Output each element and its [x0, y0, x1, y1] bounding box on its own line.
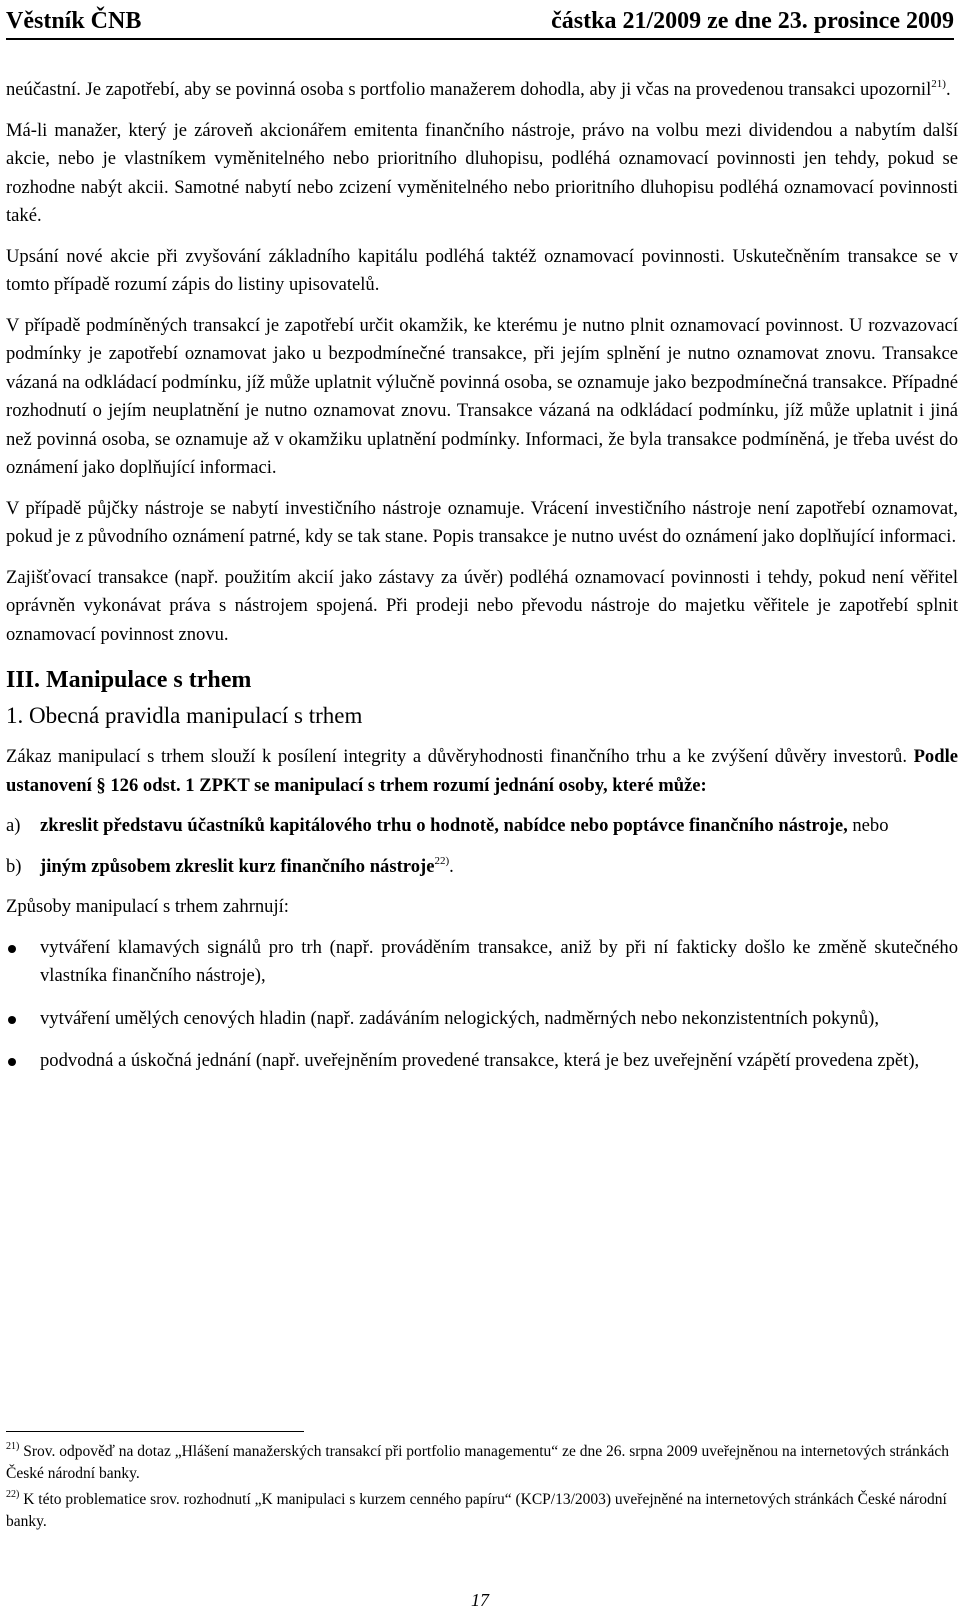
- main-content: [6, 76, 958, 1090]
- bullet-list: [6, 934, 958, 1076]
- paragraph: V případě půjčky nástroje se nabytí investičního nástroje oznamuje. Vrácení investičního nástroje není zapotřebí oznamovat, pokud je z původního oznámení patrné, kdy se tak stane. Popis transakce je nutno uvést do oznámení jako doplňující informaci.: [6, 497, 958, 547]
- paragraph: Má-li manažer, který je zároveň akcionářem emitenta finančního nástroje, právo na volbu mezi dividendou a nabytím další akcie, nebo je vlastníkem vyměnitelného nebo prioritního dluhopisu, podléhá oznamovací povinnosti jen tehdy, pokud se rozhodne nabýt akcii. Samotné nabytí nebo zcizení vyměnitelného nebo prioritního dluhopisu podléhá oznamovací povinnosti také.: [6, 119, 958, 226]
- list-marker: b): [6, 855, 22, 877]
- bullet-icon: [8, 945, 16, 953]
- footnote: [6, 1441, 958, 1485]
- footnote-ref: 21): [931, 78, 946, 90]
- footnote-text: K této problematice srov. rozhodnutí „K manipulaci s kurzem cenného papíru“ (KCP/13/2003) uveřejněné na internetových stránkách České národní banky.: [6, 1491, 947, 1530]
- footnote: [6, 1489, 958, 1533]
- footnote-number: 22): [6, 1489, 20, 1500]
- bullet-icon: [8, 1016, 16, 1024]
- list-item: [6, 853, 958, 882]
- punctuation: .: [449, 855, 454, 877]
- footnote-text: Srov. odpověď na dotaz „Hlášení manažerských transakcí při portfolio managementu“ ze dne 26. srpna 2009 uveřejněnou na internetových stránkách České národní banky.: [6, 1443, 949, 1482]
- page-header: [6, 4, 954, 40]
- paragraph: Upsání nové akcie při zvyšování základního kapitálu podléhá taktéž oznamovací povinnosti. Uskutečněním transakce se v tomto případě rozumí zápis do listiny upisovatelů.: [6, 245, 958, 295]
- list-item: [6, 1047, 958, 1076]
- subsection-heading: 1. Obecná pravidla manipulací s trhem: [6, 703, 363, 728]
- footnote-number: 21): [6, 1441, 20, 1452]
- paragraph: [6, 743, 958, 800]
- punctuation: .: [945, 79, 951, 100]
- lettered-list: [6, 812, 958, 881]
- paragraph: V případě podmíněných transakcí je zapotřebí určit okamžik, ke kterému je nutno plnit oznamovací povinnost. U rozvazovací podmínky je zapotřebí oznamovat jako u bezpodmínečné transakce, při jejím splnění je nutno oznamovat znovu. Transakce vázaná na odkládací podmínku, jíž může uplatnit výlučně povinná osoba, se oznamuje jako bezpodmínečná transakce. Případné rozhodnutí o jejím neuplatnění je nutno oznamovat znovu. Transakce vázaná na odkládací podmínku, jíž může uplatnit i jiná než povinná osoba, se oznamuje až v okamžiku uplatnění podmínky. Informaci, že byla transakce podmíněná, je třeba uvést do oznámení jako doplňující informaci.: [6, 314, 958, 478]
- paragraph-bold-text: Podle ustanovení § 126 odst. 1 ZPKT se manipulací s trhem rozumí jednání osoby, které může:: [6, 746, 958, 796]
- list-item-text: vytváření klamavých signálů pro trh (např. prováděním transakce, aniž by při ní fakticky došlo ke změně skutečného vlastníka finančního nástroje),: [40, 936, 958, 986]
- paragraph-text: neúčastní. Je zapotřebí, aby se povinná osoba s portfolio manažerem dohodla, aby ji včas na provedenou transakci upozornil: [6, 79, 932, 100]
- paragraph: Způsoby manipulací s trhem zahrnují:: [6, 896, 289, 917]
- footnote-ref: 22): [434, 854, 450, 867]
- page-number: 17: [471, 1590, 489, 1610]
- list-item: [6, 812, 958, 841]
- bullet-icon: [8, 1058, 16, 1066]
- journal-title: Věstník ČNB: [6, 8, 142, 34]
- paragraph: Zajišťovací transakce (např. použitím akcií jako zástavy za úvěr) podléhá oznamovací povinnosti i tehdy, pokud není věřitel oprávněn vykonávat práva s nástrojem spojená. Při prodeji nebo převodu nástroje do majetku věřitele je zapotřebí splnit oznamovací povinnost znovu.: [6, 566, 958, 645]
- list-marker: a): [6, 815, 21, 836]
- list-item-bold-text: jiným způsobem zkreslit kurz finančního nástroje: [40, 855, 435, 877]
- list-item-text: vytváření umělých cenových hladin (např. zadáváním nelogických, nadměrných nebo nekonzistentních pokynů),: [40, 1007, 880, 1029]
- section-heading: III. Manipulace s trhem: [6, 667, 252, 693]
- list-item-text: nebo: [847, 815, 889, 836]
- list-item-text: podvodná a úskočná jednání (např. uveřejněním provedené transakce, která je bez uveřejnění vzápětí provedena zpět),: [40, 1050, 920, 1071]
- paragraph: [6, 76, 958, 105]
- footnote-separator: [6, 1431, 304, 1432]
- list-item: [6, 1005, 958, 1034]
- list-item: [6, 934, 958, 991]
- paragraph-text: Zákaz manipulací s trhem slouží k posílení integrity a důvěryhodnosti finančního trhu a ke zvýšení důvěry investorů.: [6, 746, 914, 767]
- list-item-bold-text: zkreslit představu účastníků kapitálového trhu o hodnotě, nabídce nebo poptávce finančního nástroje,: [40, 815, 848, 836]
- footnotes: [6, 1441, 958, 1537]
- issue-info: částka 21/2009 ze dne 23. prosince 2009: [551, 8, 954, 34]
